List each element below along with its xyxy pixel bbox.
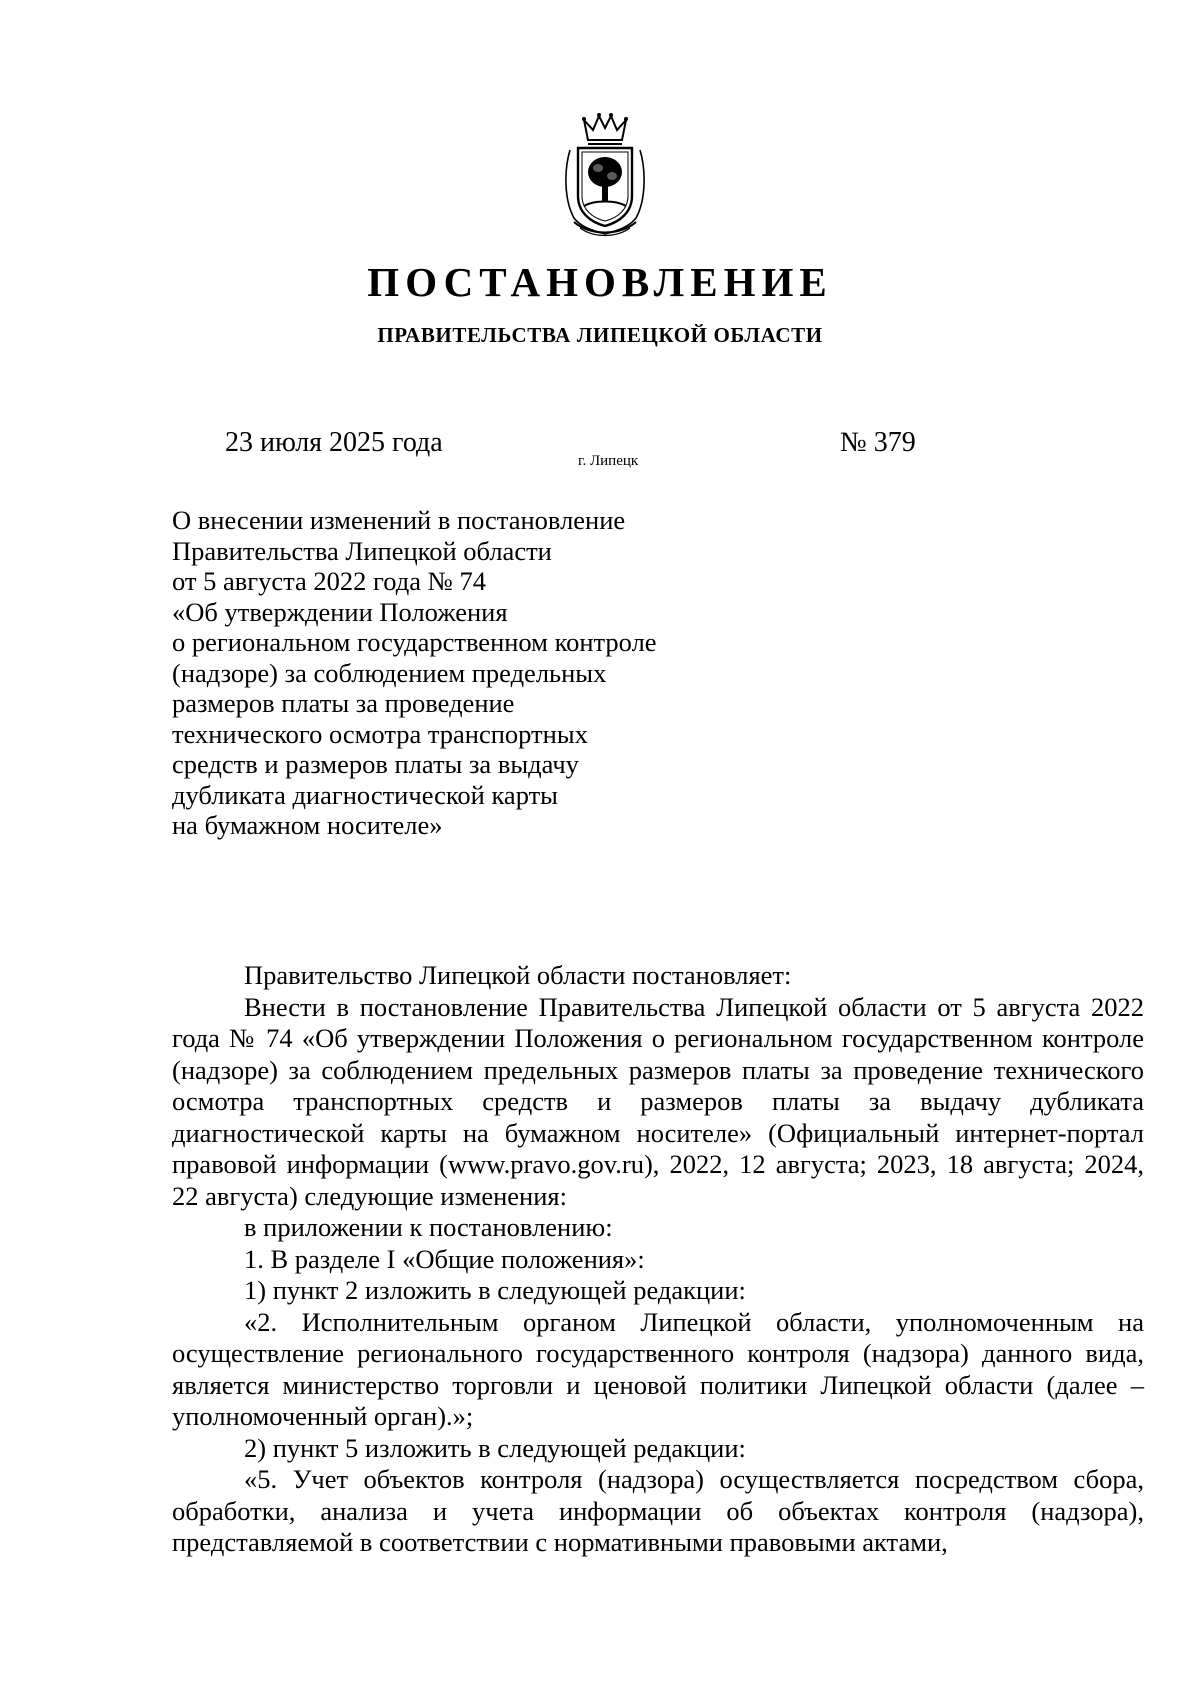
subject-line: (надзоре) за соблюдением предельных bbox=[172, 657, 607, 688]
subject-line: средств и размеров платы за выдачу bbox=[172, 749, 579, 779]
document-body bbox=[172, 960, 1144, 1559]
subject-line: дубликата диагностической карты bbox=[172, 779, 558, 810]
body-paragraph: Правительство Липецкой области постановляет: bbox=[244, 960, 792, 990]
subject-line: о региональном государственном контроле bbox=[172, 627, 657, 657]
subject-line: Правительства Липецкой области bbox=[172, 535, 552, 566]
body-paragraph: 1) пункт 2 изложить в следующей редакции: bbox=[244, 1275, 746, 1305]
document-title: ПОСТАНОВЛЕНИЕ bbox=[367, 259, 833, 305]
subject-line: размеров платы за проведение bbox=[172, 688, 515, 718]
subject-line: «Об утверждении Положения bbox=[172, 596, 508, 627]
coat-of-arms-icon bbox=[560, 110, 650, 240]
subject-line: от 5 августа 2022 года № 74 bbox=[172, 566, 487, 596]
subject-line: на бумажном носителе» bbox=[172, 810, 443, 840]
body-paragraph: 2) пункт 5 изложить в следующей редакции: bbox=[244, 1432, 746, 1463]
document-date: 23 июля 2025 года bbox=[225, 427, 443, 458]
document-city: г. Липецк bbox=[578, 453, 639, 469]
body-paragraph: «5. Учет объектов контроля (надзора) осуществляется посредством сбора, обработки, анализа и учета информации об объектах контроля (надзора), представляемой в соответствии с нормативными правовыми актами, bbox=[172, 1464, 1144, 1557]
document-issuer: ПРАВИТЕЛЬСТВА ЛИПЕЦКОЙ ОБЛАСТИ bbox=[377, 323, 823, 347]
document-number: № 379 bbox=[840, 427, 916, 458]
body-paragraph: «2. Исполнительным органом Липецкой области, уполномоченным на осуществление регионального государственного контроля (надзора) данного вида, является министерство торговли и ценовой политики Липецкой области (далее – уполномоченный орган).»; bbox=[172, 1306, 1144, 1431]
body-paragraph: Внести в постановление Правительства Липецкой области от 5 августа 2022 года № 74 «Об утверждении Положения о региональном государственном контроле (надзоре) за соблюдением предельных размеров платы за проведение технического осмотра транспортных средств и размеров платы за выдачу дубликата диагностической карты на бумажном носителе» (Официальный интернет-портал правовой информации (www.pravo.gov.ru), 2022, 12 августа; 2023, 18 августа; 2024, 22 августа) следующие изменения: bbox=[172, 991, 1144, 1211]
body-paragraph: 1. В разделе I «Общие положения»: bbox=[244, 1243, 645, 1274]
document-subject bbox=[172, 505, 752, 841]
subject-line: технического осмотра транспортных bbox=[172, 718, 588, 749]
subject-line: О внесении изменений в постановление bbox=[172, 505, 626, 535]
body-paragraph: в приложении к постановлению: bbox=[244, 1212, 613, 1242]
